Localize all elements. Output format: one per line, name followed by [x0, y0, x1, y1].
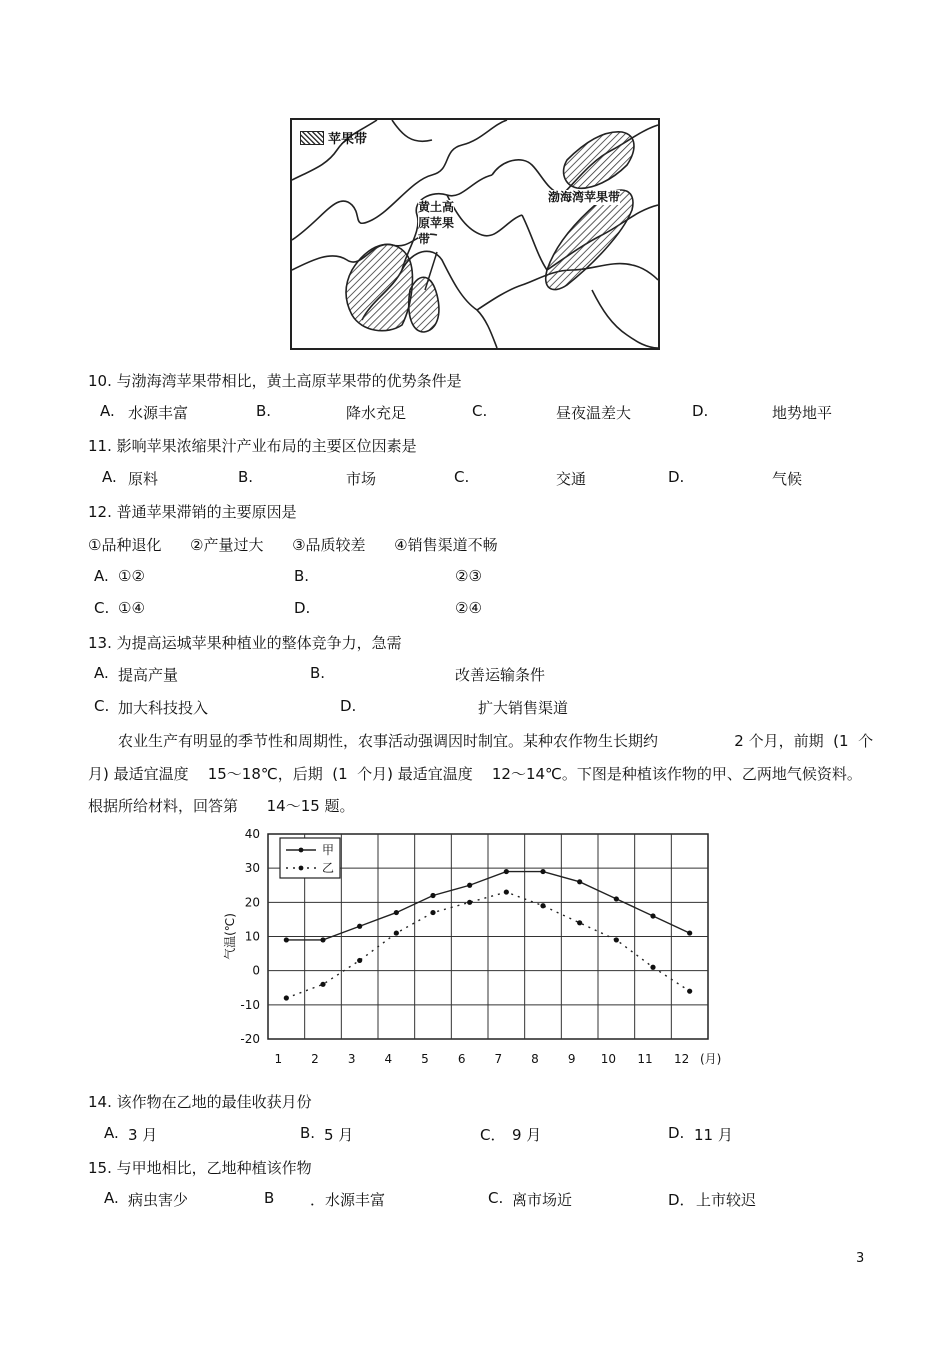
q15-option-a-letter: A.: [104, 1189, 119, 1207]
q15-option-a-text: 病虫害少: [128, 1191, 189, 1209]
series-2-point: [614, 937, 619, 942]
series-1-point: [430, 893, 435, 898]
y-tick-label: 30: [244, 861, 260, 876]
x-tick-label: 3: [347, 1052, 356, 1066]
q11-option-c-text: 交通: [556, 470, 587, 488]
q13-option-c-text: 加大科技投入: [118, 699, 209, 717]
y-tick-label: 0: [252, 963, 260, 978]
series-2-point: [540, 903, 545, 908]
q14-option-c-text: 9 月: [512, 1126, 542, 1144]
question-14-stem: 14. 该作物在乙地的最佳收获月份: [88, 1093, 312, 1111]
q14-option-b-letter: B.: [300, 1124, 316, 1142]
x-tick-label: 4: [384, 1052, 393, 1066]
q12-option-b-text: ②③: [455, 567, 482, 585]
q12-option-a-text: ①②: [118, 567, 145, 585]
series-1-point: [614, 896, 619, 901]
question-15-stem: 15. 与甲地相比，乙地种植该作物: [88, 1159, 312, 1177]
q12-option-b-letter: B.: [294, 567, 310, 585]
q15-option-b-text: ．水源丰富: [310, 1191, 386, 1209]
x-tick-label: 7: [494, 1052, 503, 1066]
loess-label-line2: 原苹果: [418, 216, 455, 230]
series-1-point: [577, 879, 582, 884]
series-1-point: [357, 924, 362, 929]
passage-line-2: 月) 最适宜温度 15～18℃，后期 (1 个月) 最适宜温度 12～14℃。下图是种植该作物的甲、乙两地气候资料。: [88, 765, 862, 783]
q10-option-a-letter: A.: [100, 402, 115, 420]
q13-option-a-text: 提高产量: [118, 666, 179, 684]
series-1-point: [320, 937, 325, 942]
q15-option-d-letter: D．: [668, 1191, 695, 1209]
series-2-point: [430, 910, 435, 915]
legend-marker-2: [299, 866, 304, 871]
q10-option-d-letter: D.: [692, 402, 709, 420]
legend-marker-1: [299, 848, 304, 853]
q14-option-d-text: 11 月: [694, 1126, 733, 1144]
x-unit-label: (月): [700, 1052, 722, 1066]
x-tick-label: 2: [311, 1052, 319, 1066]
y-tick-label: 10: [244, 929, 260, 944]
x-tick-label: 8: [531, 1052, 539, 1066]
q10-option-b-text: 降水充足: [346, 404, 407, 422]
q14-option-d-letter: D.: [668, 1124, 685, 1142]
q11-option-a-letter: A.: [102, 468, 117, 486]
question-13-stem: 13. 为提高运城苹果种植业的整体竞争力，急需: [88, 634, 402, 652]
q13-option-b-text: 改善运输条件: [455, 666, 546, 684]
q12-option-a-letter: A.: [94, 567, 109, 585]
q14-option-b-text: 5 月: [324, 1126, 354, 1144]
q15-option-d-text: 上市较迟: [696, 1191, 757, 1209]
series-1-point: [687, 930, 692, 935]
x-tick-label: 5: [421, 1052, 429, 1066]
map-drawing: [292, 120, 658, 348]
q10-option-c-text: 昼夜温差大: [556, 404, 632, 422]
series-1-point: [467, 883, 472, 888]
hatch-swatch-icon: [300, 131, 324, 145]
y-tick-label: -10: [240, 997, 260, 1012]
series-1-point: [650, 913, 655, 918]
series-2-point: [284, 995, 289, 1000]
q11-option-d-text: 气候: [772, 470, 803, 488]
q11-option-a-text: 原料: [128, 470, 159, 488]
page-number: 3: [856, 1251, 865, 1266]
x-tick-label: 1: [274, 1052, 283, 1066]
q14-option-a-letter: A.: [104, 1124, 119, 1142]
x-tick-label: 10: [600, 1052, 616, 1066]
y-tick-label: 20: [244, 895, 260, 910]
loess-label-line3: 带: [418, 232, 431, 246]
series-1-point: [284, 937, 289, 942]
bohai-label: 渤海湾苹果带: [548, 190, 621, 204]
question-11-stem: 11. 影响苹果浓缩果汁产业布局的主要区位因素是: [88, 437, 417, 455]
q12-option-d-text: ②④: [455, 599, 482, 617]
series-2-point: [320, 982, 325, 987]
x-tick-label: 12: [674, 1052, 690, 1066]
legend-entry-1: 甲: [322, 843, 335, 857]
q11-option-b-letter: B.: [238, 468, 254, 486]
y-axis-label: 气温(℃): [223, 913, 237, 960]
q13-option-c-letter: C.: [94, 697, 110, 715]
q13-option-a-letter: A.: [94, 664, 109, 682]
q12-option-d-letter: D.: [294, 599, 311, 617]
q10-option-a-text: 水源丰富: [128, 404, 189, 422]
series-1-point: [504, 869, 509, 874]
q13-option-b-letter: B.: [310, 664, 326, 682]
q15-option-c-letter: C.: [488, 1189, 504, 1207]
apple-belt-map: [290, 118, 660, 350]
q11-option-b-text: 市场: [346, 470, 377, 488]
climate-chart: [218, 822, 738, 1072]
series-2-point: [504, 889, 509, 894]
series-2-point: [394, 930, 399, 935]
series-2-point: [650, 965, 655, 970]
series-1-point: [540, 869, 545, 874]
question-12-stem: 12. 普通苹果滞销的主要原因是: [88, 503, 297, 521]
x-tick-label: 9: [567, 1052, 576, 1066]
map-legend: [300, 128, 367, 147]
q11-option-d-letter: D.: [668, 468, 685, 486]
q15-option-b-letter: B: [264, 1189, 275, 1207]
series-2-point: [577, 920, 582, 925]
q14-option-c-letter: C．: [480, 1126, 506, 1144]
legend-label: 苹果带: [328, 132, 368, 147]
x-tick-label: 11: [637, 1052, 653, 1066]
q12-option-c-text: ①④: [118, 599, 145, 617]
passage-line-3: 根据所给材料，回答第 14～15 题。: [88, 797, 355, 815]
q12-items: ①品种退化 ②产量过大 ③品质较差 ④销售渠道不畅: [88, 536, 498, 554]
q10-option-c-letter: C.: [472, 402, 488, 420]
series-2-point: [467, 900, 472, 905]
q14-option-a-text: 3 月: [128, 1126, 158, 1144]
q13-option-d-letter: D.: [340, 697, 357, 715]
q13-option-d-text: 扩大销售渠道: [478, 699, 569, 717]
loess-label-line1: 黄土高: [418, 200, 455, 214]
q11-option-c-letter: C.: [454, 468, 470, 486]
q10-option-d-text: 地势地平: [772, 404, 833, 422]
passage-line-1: 农业生产有明显的季节性和周期性，农事活动强调因时制宜。某种农作物生长期约 2 个月，前期 (1 个: [118, 732, 874, 750]
question-10-stem: 10. 与渤海湾苹果带相比，黄土高原苹果带的优势条件是: [88, 372, 462, 390]
series-1-point: [394, 910, 399, 915]
q12-option-c-letter: C.: [94, 599, 110, 617]
q10-option-b-letter: B.: [256, 402, 272, 420]
series-2-point: [357, 958, 362, 963]
q15-option-c-text: 离市场近: [512, 1191, 573, 1209]
series-2-point: [687, 989, 692, 994]
y-tick-label: 40: [244, 827, 260, 841]
legend-entry-2: 乙: [322, 861, 335, 875]
y-tick-label: -20: [240, 1032, 260, 1046]
x-tick-label: 6: [457, 1052, 466, 1066]
